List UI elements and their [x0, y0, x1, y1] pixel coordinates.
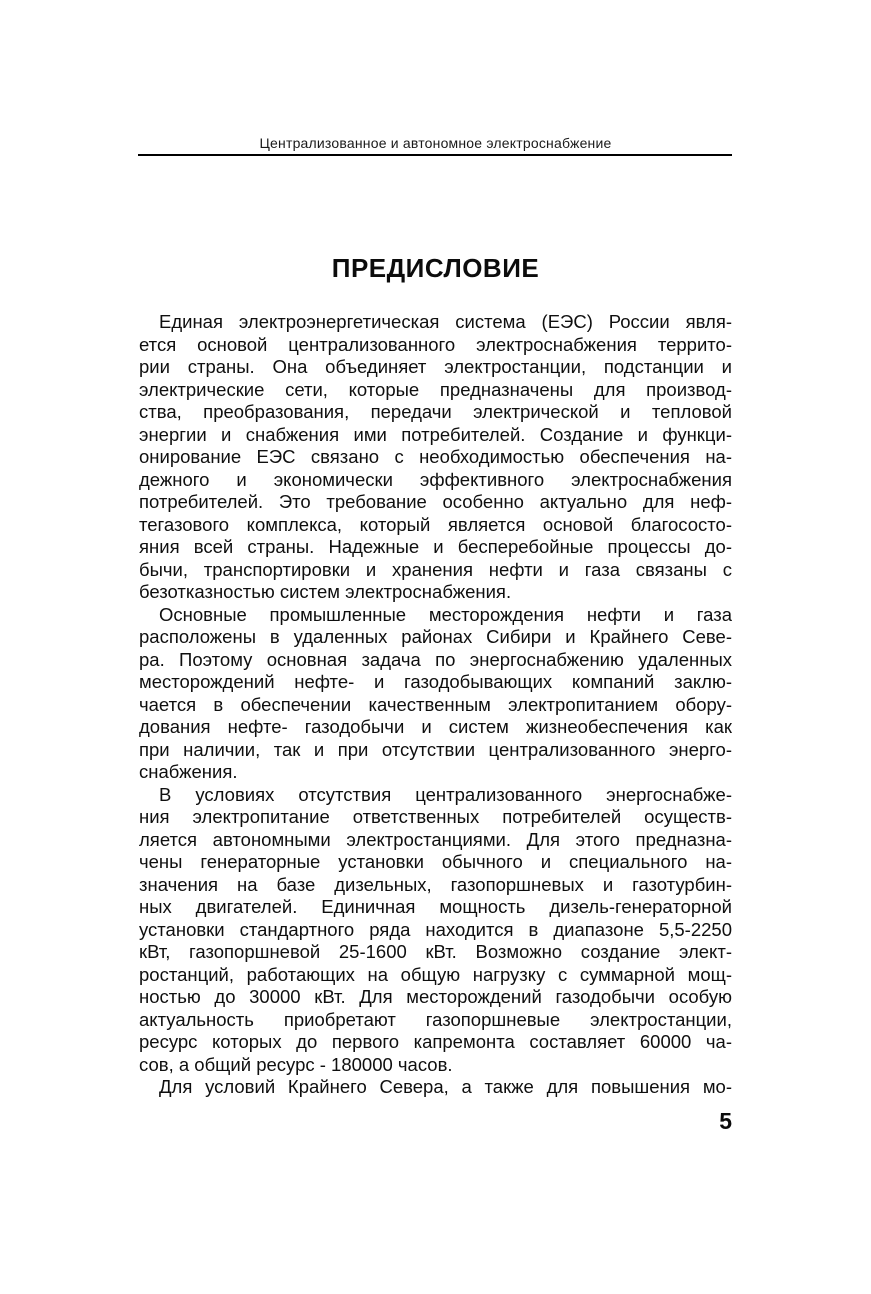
text-line: яния всей страны. Надежные и бесперебойные процессы до-: [139, 536, 732, 557]
header-rule: [138, 154, 732, 156]
text-line: значения на базе дизельных, газопоршневых и газотурбин-: [139, 873, 732, 895]
text-line: чается в обеспечении качественным электропитанием обору-: [139, 693, 732, 715]
text-line: снабжения.: [139, 761, 238, 782]
page-number: 5: [719, 1108, 732, 1134]
text-line: электрические сети, которые предназначены для производ-: [139, 378, 732, 400]
text-line: ляется автономными электростанциями. Для этого предназна-: [139, 828, 732, 850]
text-line: ется основой централизованного электроснабжения террито-: [139, 333, 732, 355]
running-head: Централизованное и автономное электроснабжение: [259, 135, 612, 151]
text-line: ния электропитание ответственных потребителей осуществ-: [139, 806, 732, 827]
text-line: дования нефте- газодобычи и систем жизнеобеспечения как: [139, 716, 732, 737]
text-line: месторождений нефте- и газодобывающих компаний заклю-: [139, 671, 732, 692]
text-line: ростанций, работающих на общую нагрузку с суммарной мощ-: [139, 963, 732, 985]
text-line: безотказностью систем электроснабжения.: [139, 581, 512, 602]
text-line: дежного и экономически эффективного электроснабжения: [139, 468, 732, 490]
text-line: установки стандартного ряда находится в диапазоне 5,5-2250: [139, 918, 732, 940]
text-line: онирование ЕЭС связано с необходимостью обеспечения на-: [139, 446, 732, 467]
text-line: сов, а общий ресурс - 180000 часов.: [139, 1053, 453, 1075]
body-text: [139, 311, 732, 1099]
text-line: расположены в удаленных районах Сибири и Крайнего Севе-: [139, 626, 732, 647]
text-line: ресурс которых до первого капремонта составляет 60000 ча-: [139, 1031, 732, 1052]
text-line: бычи, транспортировки и хранения нефти и газа связаны с: [139, 558, 732, 580]
page-title: ПРЕДИСЛОВИЕ: [331, 253, 540, 283]
text-line: ства, преобразования, передачи электрической и тепловой: [139, 401, 732, 422]
text-line: кВт, газопоршневой 25-1600 кВт. Возможно создание элект-: [139, 941, 732, 962]
text-line: Единая электроэнергетическая система (ЕЭС) России явля-: [159, 311, 732, 332]
text-line: ра. Поэтому основная задача по энергоснабжению удаленных: [139, 648, 732, 670]
text-line: ных двигателей. Единичная мощность дизель-генераторной: [139, 896, 732, 917]
text-line: тегазового комплекса, который является основой благососто-: [139, 513, 732, 535]
text-line: В условиях отсутствия централизованного энергоснабже-: [159, 783, 732, 805]
text-line: энергии и снабжения ими потребителей. Создание и функци-: [139, 423, 732, 445]
text-line: при наличии, так и при отсутствии централизованного энерго-: [139, 738, 732, 760]
text-line: Основные промышленные месторождения нефти и газа: [159, 603, 732, 625]
text-line: актуальность приобретают газопоршневые электростанции,: [139, 1008, 732, 1030]
text-line: потребителей. Это требование особенно актуально для неф-: [139, 491, 732, 512]
text-line: ностью до 30000 кВт. Для месторождений газодобычи особую: [139, 986, 732, 1007]
text-line: чены генераторные установки обычного и специального на-: [139, 851, 732, 872]
text-line: Для условий Крайнего Севера, а также для повышения мо-: [159, 1076, 732, 1097]
text-line: рии страны. Она объединяет электростанции, подстанции и: [139, 356, 732, 377]
